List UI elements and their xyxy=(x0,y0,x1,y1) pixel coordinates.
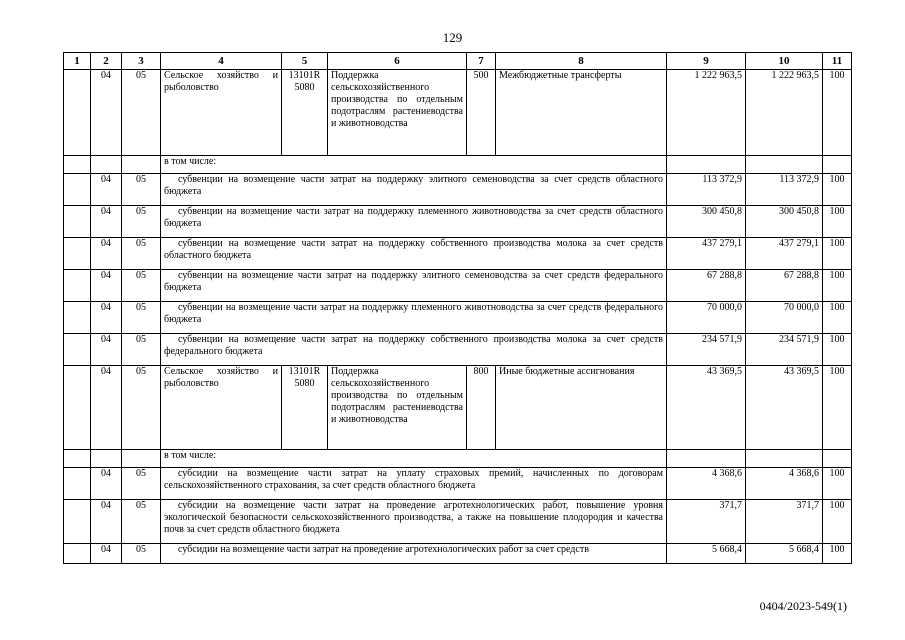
percent-value: 100 xyxy=(823,206,852,238)
target-article: 13101R 5080 xyxy=(282,70,328,156)
section-code: 04 xyxy=(91,334,122,366)
percent-value: 100 xyxy=(823,366,852,450)
header-cell: 5 xyxy=(282,53,328,70)
section-code: 04 xyxy=(91,366,122,450)
budget-table xyxy=(63,52,852,564)
table-row xyxy=(64,238,852,270)
table-row xyxy=(64,544,852,564)
header-cell: 9 xyxy=(667,53,746,70)
percent-value: 100 xyxy=(823,544,852,564)
actual-amount: 113 372,9 xyxy=(746,174,823,206)
header-cell: 11 xyxy=(823,53,852,70)
document-code: 0404/2023-549(1) xyxy=(759,599,847,613)
page-number: 129 xyxy=(442,30,463,45)
section-code: 04 xyxy=(91,238,122,270)
expense-type-code: 500 xyxy=(467,70,496,156)
table-row xyxy=(64,206,852,238)
planned-amount: 300 450,8 xyxy=(667,206,746,238)
table-row xyxy=(64,156,852,174)
actual-amount: 1 222 963,5 xyxy=(746,70,823,156)
subsection-code: 05 xyxy=(122,302,161,334)
row-description: субвенции на возмещение части затрат на поддержку элитного семеноводства за счет средств федерального бюджета xyxy=(164,270,663,293)
section-name: Сельское хозяйство и рыболовство xyxy=(161,366,282,450)
percent-value: 100 xyxy=(823,302,852,334)
header-cell: 2 xyxy=(91,53,122,70)
table-row xyxy=(64,500,852,544)
row-description: субсидии на возмещение части затрат на проведение агротехнологических работ за счет средств xyxy=(178,544,589,555)
header-cell: 6 xyxy=(328,53,467,70)
expense-type-name: Иные бюджетные ассигнования xyxy=(496,366,667,450)
section-code: 04 xyxy=(91,206,122,238)
table-row xyxy=(64,366,852,450)
section-code: 04 xyxy=(91,302,122,334)
section-code: 04 xyxy=(91,70,122,156)
including-label: в том числе: xyxy=(161,156,667,174)
section-code: 04 xyxy=(91,468,122,500)
section-code: 04 xyxy=(91,174,122,206)
subsection-code: 05 xyxy=(122,238,161,270)
percent-value: 100 xyxy=(823,270,852,302)
row-description: субвенции на возмещение части затрат на поддержку племенного животноводства за счет средств областного бюджета xyxy=(164,206,663,229)
actual-amount: 67 288,8 xyxy=(746,270,823,302)
header-cell: 7 xyxy=(467,53,496,70)
actual-amount: 5 668,4 xyxy=(746,544,823,564)
header-cell: 10 xyxy=(746,53,823,70)
percent-value: 100 xyxy=(823,174,852,206)
planned-amount: 437 279,1 xyxy=(667,238,746,270)
table-row xyxy=(64,174,852,206)
expense-type-code: 800 xyxy=(467,366,496,450)
actual-amount: 43 369,5 xyxy=(746,366,823,450)
percent-value: 100 xyxy=(823,70,852,156)
planned-amount: 113 372,9 xyxy=(667,174,746,206)
percent-value: 100 xyxy=(823,500,852,544)
actual-amount: 371,7 xyxy=(746,500,823,544)
actual-amount: 300 450,8 xyxy=(746,206,823,238)
table-row xyxy=(64,450,852,468)
subsection-code: 05 xyxy=(122,500,161,544)
percent-value: 100 xyxy=(823,468,852,500)
actual-amount: 234 571,9 xyxy=(746,334,823,366)
planned-amount: 67 288,8 xyxy=(667,270,746,302)
header-cell: 3 xyxy=(122,53,161,70)
section-code: 04 xyxy=(91,500,122,544)
table-row xyxy=(64,468,852,500)
row-description: субсидии на возмещение части затрат на уплату страховых премий, начисленных по договорам сельскохозяйственного страхования, за счет средств областного бюджета xyxy=(164,468,663,491)
planned-amount: 1 222 963,5 xyxy=(667,70,746,156)
header-cell: 4 xyxy=(161,53,282,70)
target-article: 13101R 5080 xyxy=(282,366,328,450)
subsection-code: 05 xyxy=(122,270,161,302)
section-code: 04 xyxy=(91,544,122,564)
row-description: субсидии на возмещение части затрат на проведение агротехнологических работ, повышение уровня экологической безопасности сельскохозяйственного производства, а также на повышение плодородия и качества почв за счет средств областного бюджета xyxy=(164,500,663,535)
header-cell: 1 xyxy=(64,53,91,70)
table-row xyxy=(64,334,852,366)
subsection-code: 05 xyxy=(122,174,161,206)
subsection-code: 05 xyxy=(122,334,161,366)
actual-amount: 437 279,1 xyxy=(746,238,823,270)
row-description: субвенции на возмещение части затрат на поддержку элитного семеноводства за счет средств областного бюджета xyxy=(164,174,663,197)
target-article-name: Поддержка сельскохозяйственного производства по отдельным подотраслям растениеводства и животноводства xyxy=(328,70,467,156)
planned-amount: 5 668,4 xyxy=(667,544,746,564)
header-row xyxy=(64,53,852,70)
actual-amount: 4 368,6 xyxy=(746,468,823,500)
planned-amount: 371,7 xyxy=(667,500,746,544)
row-description: субвенции на возмещение части затрат на поддержку собственного производства молока за счет средств федерального бюджета xyxy=(164,334,663,357)
section-name: Сельское хозяйство и рыболовство xyxy=(161,70,282,156)
expense-type-name: Межбюджетные трансферты xyxy=(496,70,667,156)
table-row xyxy=(64,270,852,302)
subsection-code: 05 xyxy=(122,366,161,450)
section-code: 04 xyxy=(91,270,122,302)
planned-amount: 234 571,9 xyxy=(667,334,746,366)
subsection-code: 05 xyxy=(122,70,161,156)
actual-amount: 70 000,0 xyxy=(746,302,823,334)
target-article-name: Поддержка сельскохозяйственного производства по отдельным подотраслям растениеводства и животноводства xyxy=(328,366,467,450)
percent-value: 100 xyxy=(823,334,852,366)
header-cell: 8 xyxy=(496,53,667,70)
planned-amount: 43 369,5 xyxy=(667,366,746,450)
subsection-code: 05 xyxy=(122,468,161,500)
percent-value: 100 xyxy=(823,238,852,270)
planned-amount: 4 368,6 xyxy=(667,468,746,500)
table-row xyxy=(64,302,852,334)
row-description: субвенции на возмещение части затрат на поддержку племенного животноводства за счет средств федерального бюджета xyxy=(164,302,663,325)
planned-amount: 70 000,0 xyxy=(667,302,746,334)
subsection-code: 05 xyxy=(122,206,161,238)
table-row xyxy=(64,70,852,156)
including-label: в том числе: xyxy=(161,450,667,468)
row-description: субвенции на возмещение части затрат на поддержку собственного производства молока за счет средств областного бюджета xyxy=(164,238,663,261)
subsection-code: 05 xyxy=(122,544,161,564)
